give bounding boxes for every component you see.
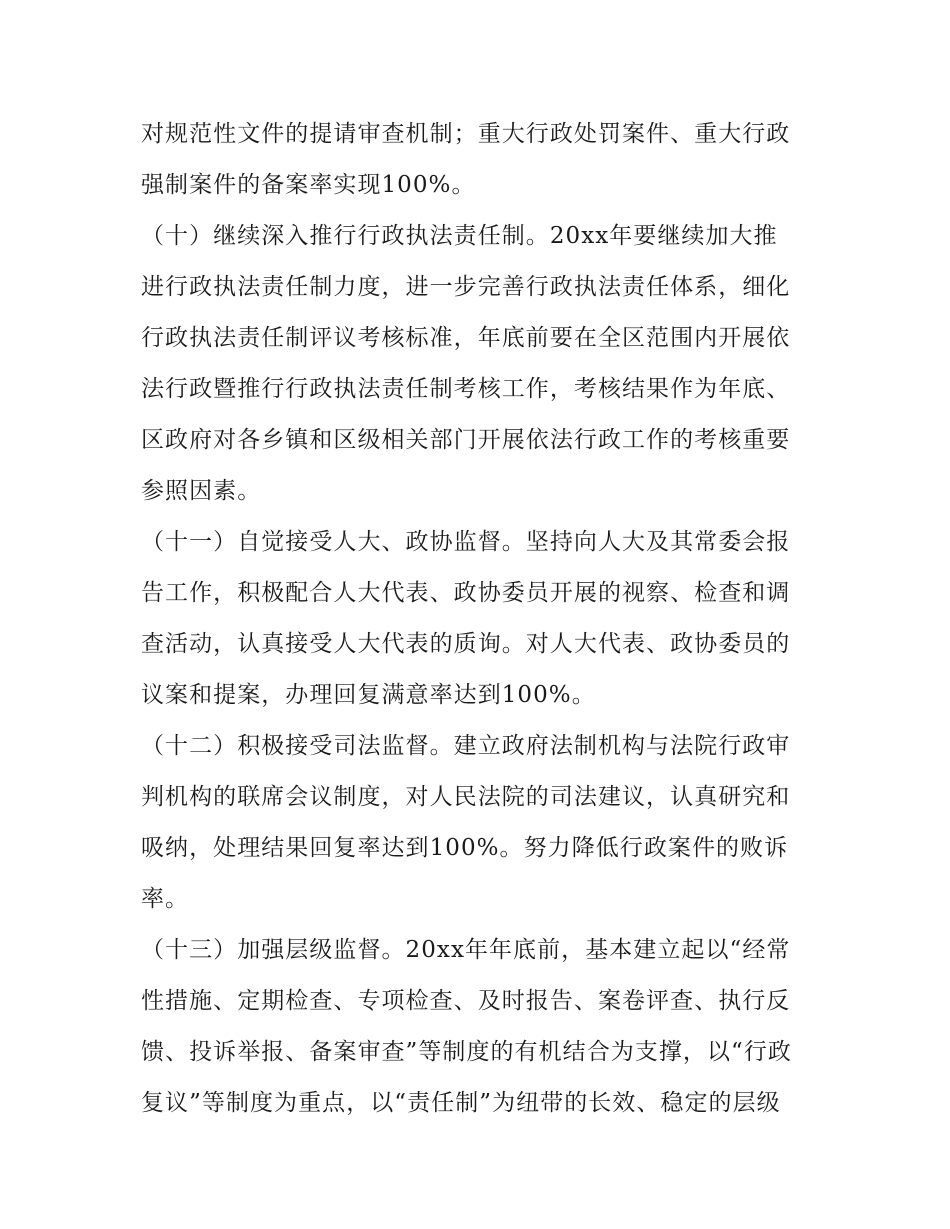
paragraph-section-eleven — [141, 517, 817, 721]
paragraph-section-ten — [141, 211, 817, 517]
paragraph-section-twelve — [141, 721, 817, 925]
document-body — [141, 109, 817, 1129]
text-line: 复议”等制度为重点，以“责任制”为纽带的长效、稳定的层级 — [141, 1090, 781, 1116]
text-line: 告工作，积极配合人大代表、政协委员开展的视察、检查和调 — [141, 580, 791, 606]
text-line: 行政执法责任制评议考核标准，年底前要在全区范围内开展依 — [141, 325, 791, 351]
text-line: 法行政暨推行行政执法责任制考核工作，考核结果作为年底、 — [141, 376, 791, 402]
text-line: 率。 — [141, 886, 190, 912]
paragraph-continued — [141, 109, 817, 211]
text-line: 查活动，认真接受人大代表的质询。对人大代表、政协委员的 — [141, 631, 791, 657]
text-line: （十三）加强层级监督。20xx年年底前，基本建立起以“经常 — [141, 937, 791, 963]
text-line: 议案和提案，办理回复满意率达到100%。 — [141, 682, 596, 708]
text-line: （十一）自觉接受人大、政协监督。坚持向人大及其常委会报 — [141, 529, 791, 555]
text-line: 判机构的联席会议制度，对人民法院的司法建议，认真研究和 — [141, 784, 791, 810]
text-line: 性措施、定期检查、专项检查、及时报告、案卷评查、执行反 — [141, 988, 791, 1014]
text-line: 参照因素。 — [141, 478, 262, 504]
text-line: （十）继续深入推行行政执法责任制。20xx年要继续加大推 — [141, 223, 778, 249]
text-line: （十二）积极接受司法监督。建立政府法制机构与法院行政审 — [141, 733, 791, 759]
text-line: 吸纳，处理结果回复率达到100%。努力降低行政案件的败诉 — [141, 835, 789, 861]
text-line: 对规范性文件的提请审查机制；重大行政处罚案件、重大行政 — [141, 121, 791, 147]
paragraph-section-thirteen — [141, 925, 817, 1129]
text-line: 进行政执法责任制力度，进一步完善行政执法责任体系，细化 — [141, 274, 791, 300]
text-line: 区政府对各乡镇和区级相关部门开展依法行政工作的考核重要 — [141, 427, 791, 453]
text-line: 强制案件的备案率实现100%。 — [141, 172, 476, 198]
text-line: 馈、投诉举报、备案审查”等制度的有机结合为支撑，以“行政 — [141, 1039, 792, 1065]
